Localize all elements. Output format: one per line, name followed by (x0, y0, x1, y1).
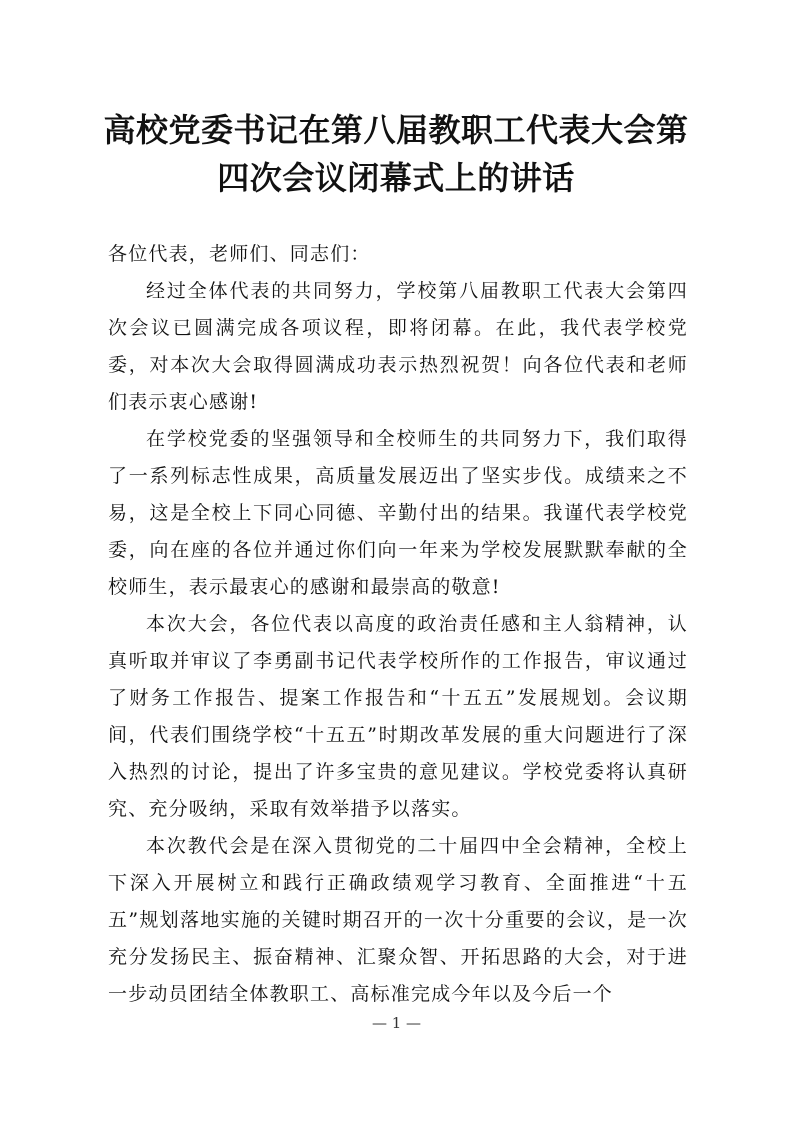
page-number: — 1 — (371, 1014, 422, 1032)
document-body (108, 236, 688, 1013)
paragraph-4: 本次教代会是在深入贯彻党的二十届四中全会精神，全校上下深入开展树立和践行正确政绩观学习教育、全面推进“十五五”规划落地实施的关键时期召开的一次十分重要的会议，是一次充分发扬民主、振奋精神、汇聚众智、开拓思路的大会，对于进一步动员团结全体教职工、高标准完成今年以及今后一个 (108, 835, 688, 1005)
salutation: 各位代表，老师们、同志们： (108, 243, 371, 265)
paragraph-3: 本次大会，各位代表以高度的政治责任感和主人翁精神，认真听取并审议了李勇副书记代表学校所作的工作报告，审议通过了财务工作报告、提案工作报告和“十五五”发展规划。会议期间，代表们围绕学校“十五五”时期改革发展的重大问题进行了深入热烈的讨论，提出了许多宝贵的意见建议。学校党委将认真研究、充分吸纳，采取有效举措予以落实。 (108, 613, 688, 820)
title-line-2: 四次会议闭幕式上的讲话 (217, 159, 575, 197)
paragraph-1: 经过全体代表的共同努力，学校第八届教职工代表大会第四次会议已圆满完成各项议程，即将闭幕。在此，我代表学校党委，对本次大会取得圆满成功表示热烈祝贺！向各位代表和老师们表示衷心感谢! (108, 280, 688, 413)
document-title (96, 106, 696, 202)
paragraph-2: 在学校党委的坚强领导和全校师生的共同努力下，我们取得了一系列标志性成果，高质量发展迈出了坚实步伐。成绩来之不易，这是全校上下同心同德、辛勤付出的结果。我谨代表学校党委，向在座的各位并通过你们向一年来为学校发展默默奉献的全校师生，表示最衷心的感谢和最崇高的敬意! (108, 428, 688, 598)
title-line-1: 高校党委书记在第八届教职工代表大会第 (103, 111, 689, 149)
